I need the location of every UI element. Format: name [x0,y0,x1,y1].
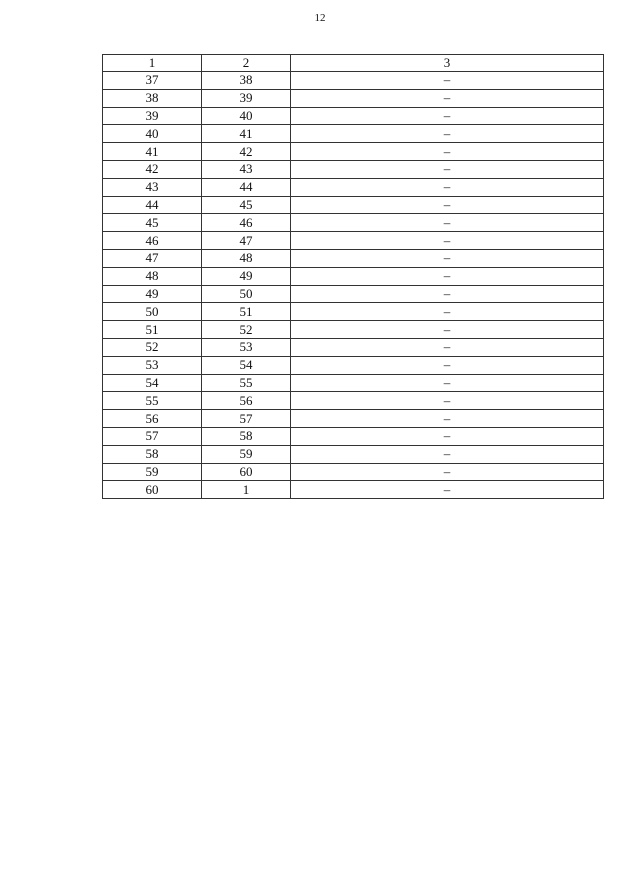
table-cell-col-3: – [291,249,604,267]
table-cell-col-1: 37 [103,72,202,90]
table-cell-col-2: 51 [202,303,291,321]
table-cell-col-1: 58 [103,445,202,463]
table-cell-col-1: 42 [103,160,202,178]
table-row [103,72,604,90]
table-cell-col-3: – [291,356,604,374]
table-cell-col-2: 56 [202,392,291,410]
table-row [103,89,604,107]
table-cell-col-1: 48 [103,267,202,285]
table-cell-col-3: – [291,481,604,499]
table-cell-col-1: 51 [103,321,202,339]
table-cell-col-1: 60 [103,481,202,499]
table-cell-col-2: 39 [202,89,291,107]
table-row [103,196,604,214]
table-cell-col-1: 41 [103,143,202,161]
table-cell-col-3: – [291,125,604,143]
table-cell-col-2: 43 [202,160,291,178]
table-cell-col-2: 55 [202,374,291,392]
data-table [102,54,604,499]
table-header-row [103,55,604,72]
table-cell-col-3: – [291,267,604,285]
header-cell-1: 1 [103,55,202,72]
table-cell-col-2: 53 [202,338,291,356]
table-cell-col-1: 57 [103,427,202,445]
table-row [103,178,604,196]
table-cell-col-3: – [291,107,604,125]
table-row [103,410,604,428]
table-cell-col-3: – [291,178,604,196]
table-row [103,481,604,499]
table-cell-col-1: 50 [103,303,202,321]
table-row [103,143,604,161]
table-cell-col-2: 46 [202,214,291,232]
table-cell-col-2: 40 [202,107,291,125]
table-row [103,232,604,250]
table-cell-col-1: 56 [103,410,202,428]
table-cell-col-2: 57 [202,410,291,428]
table-cell-col-2: 52 [202,321,291,339]
table-cell-col-2: 42 [202,143,291,161]
table-cell-col-3: – [291,303,604,321]
table-row [103,107,604,125]
table-cell-col-1: 39 [103,107,202,125]
table-cell-col-2: 47 [202,232,291,250]
table-cell-col-1: 59 [103,463,202,481]
table-cell-col-3: – [291,463,604,481]
table-cell-col-3: – [291,374,604,392]
table-cell-col-2: 58 [202,427,291,445]
table-row [103,303,604,321]
table-row [103,445,604,463]
table-row [103,285,604,303]
table-row [103,125,604,143]
table-cell-col-3: – [291,392,604,410]
table-row [103,356,604,374]
table-cell-col-1: 38 [103,89,202,107]
table-cell-col-2: 59 [202,445,291,463]
table-cell-col-1: 53 [103,356,202,374]
table-row [103,249,604,267]
table-cell-col-3: – [291,232,604,250]
table-cell-col-2: 49 [202,267,291,285]
table-cell-col-1: 44 [103,196,202,214]
table-cell-col-3: – [291,160,604,178]
table-cell-col-2: 41 [202,125,291,143]
table-cell-col-1: 46 [103,232,202,250]
table-row [103,160,604,178]
table-cell-col-3: – [291,196,604,214]
table-row [103,427,604,445]
table-row [103,214,604,232]
header-cell-3: 3 [291,55,604,72]
table-cell-col-1: 40 [103,125,202,143]
table-row [103,374,604,392]
table-row [103,338,604,356]
table-cell-col-3: – [291,410,604,428]
table-cell-col-3: – [291,214,604,232]
table-cell-col-2: 54 [202,356,291,374]
table-cell-col-1: 49 [103,285,202,303]
table-cell-col-3: – [291,89,604,107]
table-cell-col-3: – [291,72,604,90]
table-cell-col-3: – [291,338,604,356]
table-cell-col-3: – [291,321,604,339]
table-row [103,463,604,481]
table-cell-col-1: 45 [103,214,202,232]
table-cell-col-1: 52 [103,338,202,356]
table-cell-col-2: 45 [202,196,291,214]
table-cell-col-2: 44 [202,178,291,196]
table-cell-col-3: – [291,143,604,161]
table-cell-col-2: 60 [202,463,291,481]
table-row [103,267,604,285]
header-cell-2: 2 [202,55,291,72]
table-cell-col-3: – [291,427,604,445]
table-cell-col-3: – [291,445,604,463]
table-cell-col-1: 43 [103,178,202,196]
table-cell-col-3: – [291,285,604,303]
table-cell-col-2: 50 [202,285,291,303]
table-cell-col-1: 55 [103,392,202,410]
table-cell-col-2: 1 [202,481,291,499]
table-cell-col-1: 47 [103,249,202,267]
page-number: 12 [314,12,326,24]
table-cell-col-2: 48 [202,249,291,267]
table-cell-col-1: 54 [103,374,202,392]
table-cell-col-2: 38 [202,72,291,90]
table-row [103,321,604,339]
table-row [103,392,604,410]
